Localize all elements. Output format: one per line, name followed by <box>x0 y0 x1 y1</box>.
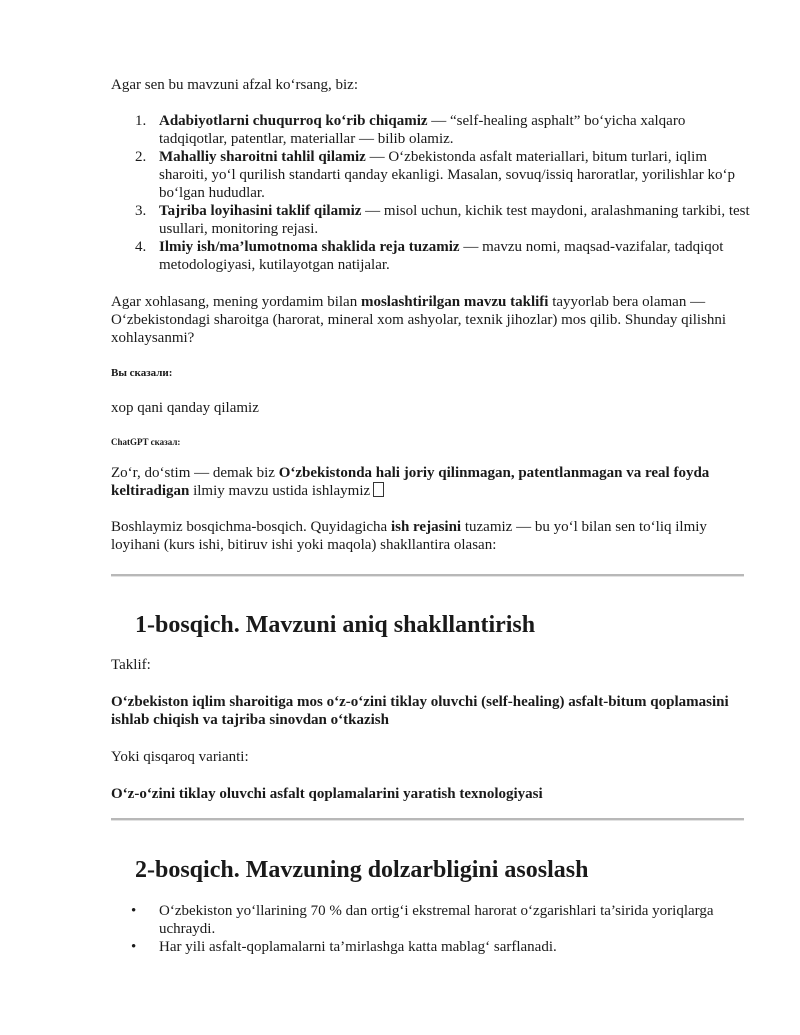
reply1-text-end: ilmiy mavzu ustida ishlaymiz <box>189 483 371 499</box>
reply1-text: Zo‘r, do‘stim — demak biz <box>111 465 279 481</box>
missing-glyph-icon <box>373 482 384 497</box>
assistant-label: ChatGPT сказал: <box>111 437 181 447</box>
list-item <box>111 112 751 148</box>
list-item-bold: Adabiyotlarni chuqurroq ko‘rib chiqamiz <box>159 113 428 129</box>
list-item-bold: Mahalliy sharoitni tahlil qilamiz <box>159 149 366 165</box>
list-item <box>111 902 751 938</box>
user-label: Вы сказали: <box>111 367 173 379</box>
horizontal-divider <box>111 818 744 821</box>
list-item <box>111 938 751 956</box>
list-item <box>111 202 751 238</box>
bullet-text: O‘zbekiston yo‘llarining 70 % dan ortig‘i ekstremal harorat o‘zgarishlari ta’sirida yoriqlarga uchraydi. <box>159 903 714 937</box>
reply2-text: Boshlaymiz bosqichma-bosqich. Quyidagicha <box>111 519 391 535</box>
offer-paragraph <box>111 293 751 347</box>
reply1-bold: O‘zbekistonda hali joriy qilinmagan, patentlanmagan va real foyda keltiradigan <box>111 465 710 499</box>
list-item <box>111 148 751 202</box>
offer-text: Agar xohlasang, mening yordamim bilan <box>111 294 361 310</box>
list-number: 2. <box>135 149 147 165</box>
list-item-text: — mavzu nomi, maqsad-vazifalar, tadqiqot metodologiyasi, kutilayotgan natijalar. <box>159 239 724 273</box>
reply-paragraph-1 <box>111 464 751 500</box>
bullet-icon: • <box>131 903 137 919</box>
list-item-bold: Ilmiy ish/ma’lumotnoma shaklida reja tuzamiz <box>159 239 460 255</box>
section1-short-variant: O‘z-o‘zini tiklay oluvchi asfalt qoplamalarini yaratish texnologiyasi <box>111 786 543 802</box>
user-message: xop qani qanday qilamiz <box>111 400 259 416</box>
section1-label-taklif: Taklif: <box>111 657 151 673</box>
section1-heading: 1-bosqich. Mavzuni aniq shakllantirish <box>135 612 536 638</box>
offer-bold: moslashtirilgan mavzu taklifi <box>360 294 549 310</box>
section2-heading: 2-bosqich. Mavzuning dolzarbligini asoslash <box>135 857 589 883</box>
list-item-text: — O‘zbekistonda asfalt materiallari, bitum turlari, iqlim sharoiti, yo‘l qurilish standarti qanday ekanligi. Masalan, sovuq/issiq haroratlar, yorilishlar ko‘p bo‘lgan hududlar. <box>159 149 735 201</box>
horizontal-divider <box>111 574 744 577</box>
reply-paragraph-2 <box>111 518 751 554</box>
list-item-text: — misol uchun, kichik test maydoni, aralashmaning tarkibi, test usullari, monitoring rejasi. <box>159 203 750 237</box>
list-item-text: — “self-healing asphalt” bo‘yicha xalqaro tadqiqotlar, patentlar, materiallar — bilib olamiz. <box>159 113 686 147</box>
list-number: 4. <box>135 239 147 255</box>
list-item-bold: Tajriba loyihasini taklif qilamiz <box>159 203 362 219</box>
bullet-icon: • <box>131 939 137 955</box>
reply2-bold: ish rejasini <box>390 519 462 535</box>
offer-text-end: tayyorlab bera olaman — O‘zbekistondagi sharoitga (harorat, mineral xom ashyolar, texnik jihozlar) mos qilib. Shunday qilishni xohlaysanmi? <box>111 294 727 346</box>
reply2-text-end: tuzamiz — bu yo‘l bilan sen to‘liq ilmiy loyihani (kurs ishi, bitiruv ishi yoki maqola) shakllantira olasan: <box>111 519 707 553</box>
list-number: 3. <box>135 203 147 219</box>
section1-proposal: O‘zbekiston iqlim sharoitiga mos o‘z-o‘zini tiklay oluvchi (self-healing) asfalt-bitum qoplamasini ishlab chiqish va tajriba sinovdan o‘tkazish <box>111 694 729 728</box>
section2-bullets <box>111 902 751 956</box>
bullet-text: Har yili asfalt-qoplamalarni ta’mirlashga katta mablag‘ sarflanadi. <box>159 939 557 955</box>
intro-text: Agar sen bu mavzuni afzal ko‘rsang, biz: <box>111 77 358 93</box>
list-number: 1. <box>135 113 147 129</box>
section1-label-short: Yoki qisqaroq varianti: <box>111 749 249 765</box>
steps-list <box>111 112 751 274</box>
list-item <box>111 238 751 274</box>
